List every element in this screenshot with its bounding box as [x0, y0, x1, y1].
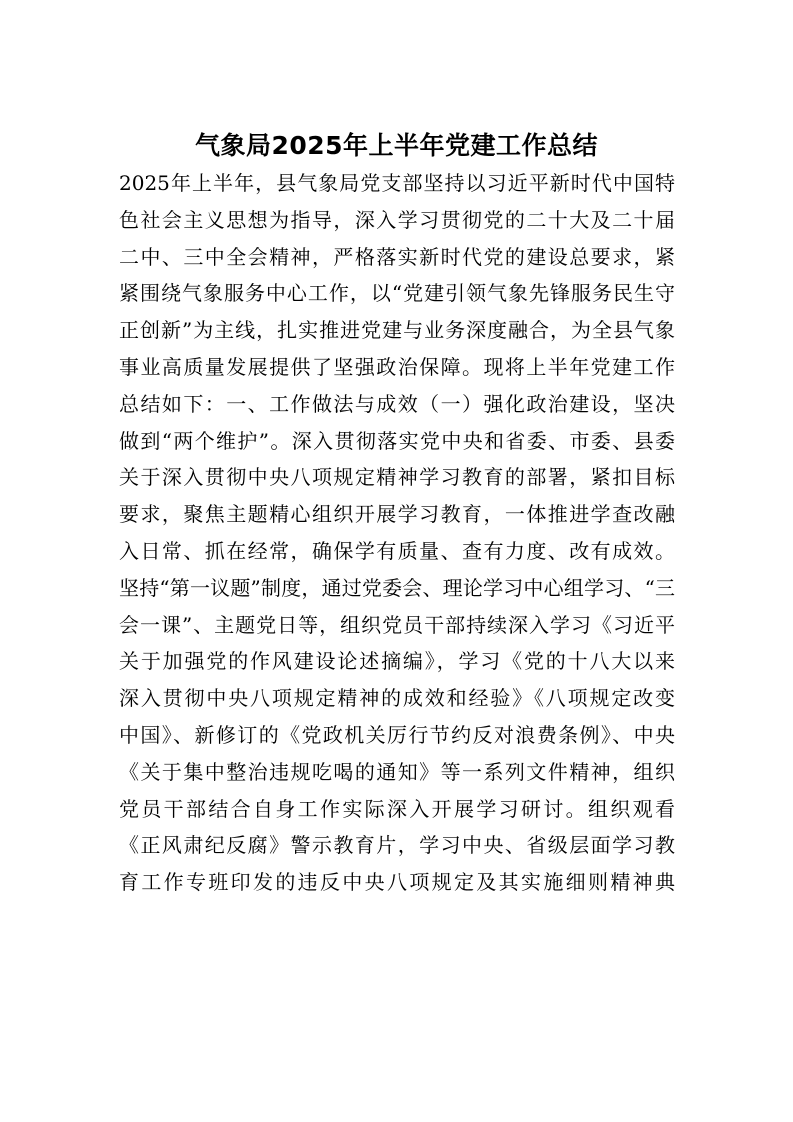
body-line: 关于加强党的作风建设论述摘编》，学习《党的十八大以来: [119, 649, 675, 674]
body-line: 要求，聚焦主题精心组织开展学习教育，一体推进学查改融: [119, 502, 675, 527]
body-line: 深入贯彻中央八项规定精神的成效和经验》《八项规定改变: [119, 686, 675, 711]
body-line: 会一课”、主题党日等，组织党员干部持续深入学习《习近平: [119, 612, 675, 637]
body-line: 色社会主义思想为指导，深入学习贯彻党的二十大及二十届: [119, 207, 675, 232]
body-line: 做到“两个维护”。深入贯彻落实党中央和省委、市委、县委: [119, 428, 675, 453]
body-line: 关于深入贯彻中央八项规定精神学习教育的部署，紧扣目标: [119, 465, 675, 490]
body-line: 事业高质量发展提供了坚强政治保障。现将上半年党建工作: [119, 354, 675, 379]
body-line: 正创新”为主线，扎实推进党建与业务深度融合，为全县气象: [119, 318, 675, 343]
body-line: 入日常、抓在经常，确保学有质量、查有力度、改有成效。: [119, 538, 675, 563]
body-line: 育工作专班印发的违反中央八项规定及其实施细则精神典: [119, 870, 675, 895]
body-line: 总结如下：一、工作做法与成效（一）强化政治建设，坚决: [119, 391, 675, 416]
body-line: 紧围绕气象服务中心工作，以“党建引领气象先锋服务民生守: [119, 281, 675, 306]
body-line: 《正风肃纪反腐》警示教育片，学习中央、省级层面学习教: [119, 833, 675, 858]
body-line: 《关于集中整治违规吃喝的通知》等一系列文件精神，组织: [119, 759, 675, 784]
document-body: [119, 165, 675, 901]
body-line: 坚持“第一议题”制度，通过党委会、理论学习中心组学习、“三: [119, 575, 675, 600]
body-line: 2025年上半年，县气象局党支部坚持以习近平新时代中国特: [119, 171, 675, 195]
body-line: 中国》、新修订的《党政机关厉行节约反对浪费条例》、中央: [119, 722, 675, 747]
body-line: 党员干部结合自身工作实际深入开展学习研讨。组织观看: [119, 796, 675, 821]
body-line: 二中、三中全会精神，严格落实新时代党的建设总要求，紧: [119, 244, 675, 269]
document-title: 气象局2025年上半年党建工作总结: [194, 131, 599, 160]
